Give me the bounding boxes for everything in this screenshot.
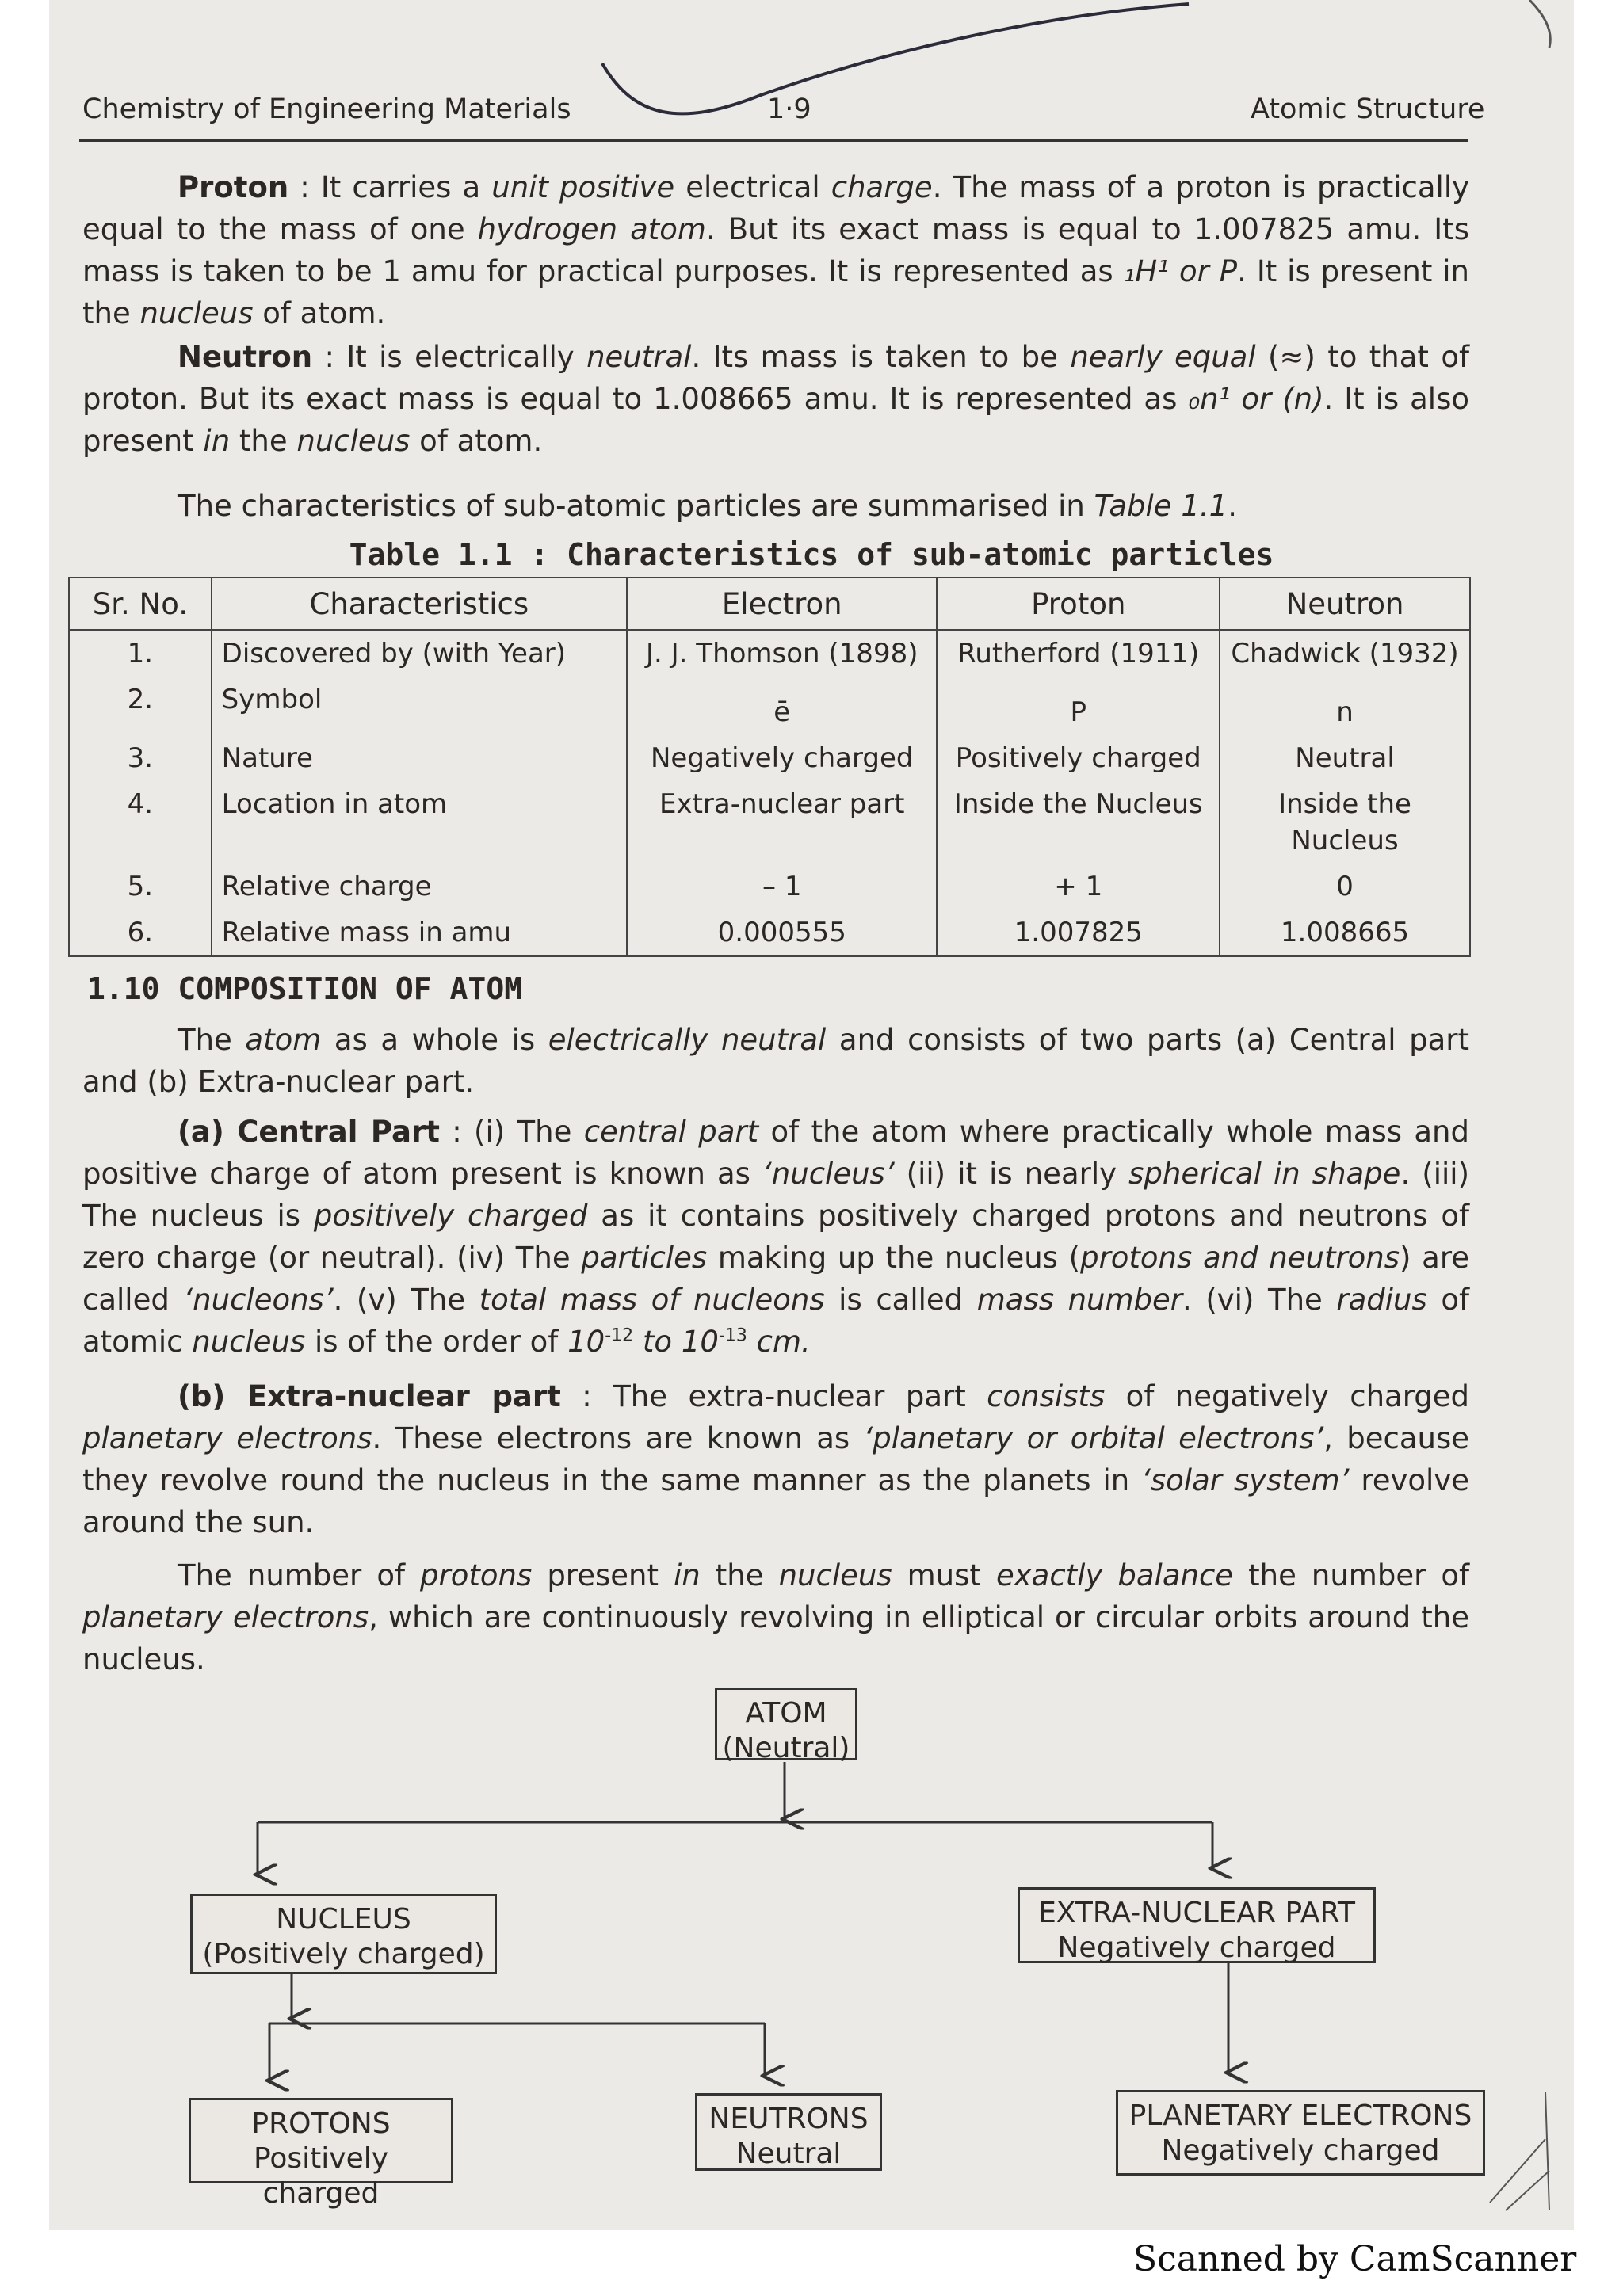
table-cell: Positively charged	[937, 735, 1220, 781]
proton-term: Proton	[178, 170, 289, 204]
atom-paragraph: The atom as a whole is electrically neutral and consists of two parts (a) Central part and (b) Extra-nuclear part.	[82, 1023, 1469, 1099]
proton-paragraph: Proton : It carries a unit positive electrical charge. The mass of a proton is practically equal to the mass of one hydrogen atom. But its exact mass is equal to 1.007825 amu. Its mass is taken to be 1 amu for practical purposes. It is represented as ₁H¹ or P. It is present in the nucleus of atom.	[82, 170, 1470, 330]
col-header-neutron: Neutron	[1220, 578, 1470, 630]
table-cell: 3.	[69, 735, 212, 781]
col-header-electron: Electron	[627, 578, 937, 630]
table-cell: Neutral	[1220, 735, 1470, 781]
neutron-paragraph: Neutron : It is electrically neutral. Its mass is taken to be nearly equal (≈) to that of proton. But its exact mass is equal to 1.008665 amu. It is represented as ₀n¹ or (n). It is also present in the nucleus of atom.	[82, 340, 1469, 458]
table-cell: Inside the Nucleus	[937, 781, 1220, 864]
table-cell: 0.000555	[627, 910, 937, 956]
table-caption: Table 1.1 : Characteristics of sub-atomic particles	[349, 537, 1274, 572]
central-part-paragraph: (a) Central Part : (i) The central part of the atom where practically whole mass and positive charge of atom present is known as ‘nucleus’ (ii) it is nearly spherical in shape. (iii) The nucleus is positively charged as it contains positively charged protons and neutrons of zero charge (or neutral). (iv) The particles making up the nucleus (protons and neutrons) are called ‘nucleons’. (v) The total mass of nucleons is called mass number. (vi) The radius of atomic nucleus is of the order of $10^{-12}$ to $10^{-13}$ cm.	[82, 1115, 1469, 1359]
table-cell: 1.008665	[1220, 910, 1470, 956]
table-cell: 4.	[69, 781, 212, 864]
table-cell: 2.	[69, 677, 212, 735]
table-cell: – 1	[627, 864, 937, 910]
table-cell: Rutherford (1911)	[937, 630, 1220, 677]
table-cell: Symbol	[212, 677, 627, 735]
col-header-characteristics: Characteristics	[212, 578, 627, 630]
section-heading: 1.10 COMPOSITION OF ATOM	[87, 971, 523, 1006]
planetary-electrons-box: PLANETARY ELECTRONS Negatively charged	[1116, 2090, 1485, 2176]
central-part-label: (a) Central Part	[178, 1115, 440, 1149]
col-header-sr-no: Sr. No.	[69, 578, 212, 630]
table-cell: ē	[627, 677, 937, 735]
table-cell: + 1	[937, 864, 1220, 910]
header-book-title: Chemistry of Engineering Materials	[82, 93, 571, 125]
nucleus-box: NUCLEUS (Positively charged)	[190, 1894, 497, 1974]
protons-box: PROTONS Positively charged	[189, 2098, 453, 2183]
table-cell: Location in atom	[212, 781, 627, 864]
table-cell: 1.	[69, 630, 212, 677]
extra-nuclear-label: (b) Extra-nuclear part	[178, 1379, 561, 1413]
table-cell: Relative mass in amu	[212, 910, 627, 956]
summary-paragraph: The characteristics of sub-atomic particles are summarised in Table 1.1.	[178, 489, 1237, 523]
col-header-proton: Proton	[937, 578, 1220, 630]
table-cell: n	[1220, 677, 1470, 735]
table-cell: Nature	[212, 735, 627, 781]
table-cell: Discovered by (with Year)	[212, 630, 627, 677]
table-cell: P	[937, 677, 1220, 735]
table-cell: Relative charge	[212, 864, 627, 910]
neutrons-box: NEUTRONS Neutral	[695, 2093, 882, 2171]
table-cell: Chadwick (1932)	[1220, 630, 1470, 677]
table-cell: J. J. Thomson (1898)	[627, 630, 937, 677]
scanner-watermark: Scanned by CamScanner	[1133, 2239, 1577, 2279]
balance-paragraph: The number of protons present in the nucleus must exactly balance the number of planetary electrons, which are continuously revolving in elliptical or circular orbits around the nucleus.	[82, 1558, 1470, 1676]
table-cell: 5.	[69, 864, 212, 910]
margin-scribble	[1490, 2092, 1549, 2210]
extra-nuclear-box: EXTRA-NUCLEAR PART Negatively charged	[1018, 1887, 1376, 1963]
header-page-number: 1·9	[767, 93, 812, 125]
header-chapter-title: Atomic Structure	[1251, 93, 1485, 125]
table-cell: 1.007825	[937, 910, 1220, 956]
table-cell: 0	[1220, 864, 1470, 910]
table-cell: Extra-nuclear part	[627, 781, 937, 864]
atom-box: ATOM (Neutral)	[715, 1688, 857, 1760]
table-cell: Inside the Nucleus	[1220, 781, 1470, 864]
neutron-term: Neutron	[178, 340, 313, 374]
table-cell: Negatively charged	[627, 735, 937, 781]
extra-nuclear-paragraph: (b) Extra-nuclear part : The extra-nuclear part consists of negatively charged planetary electrons. These electrons are known as ‘planetary or orbital electrons’, because they revolve round the nucleus in the same manner as the planets in ‘solar system’ revolve around the sun.	[82, 1379, 1470, 1539]
table-cell: 6.	[69, 910, 212, 956]
